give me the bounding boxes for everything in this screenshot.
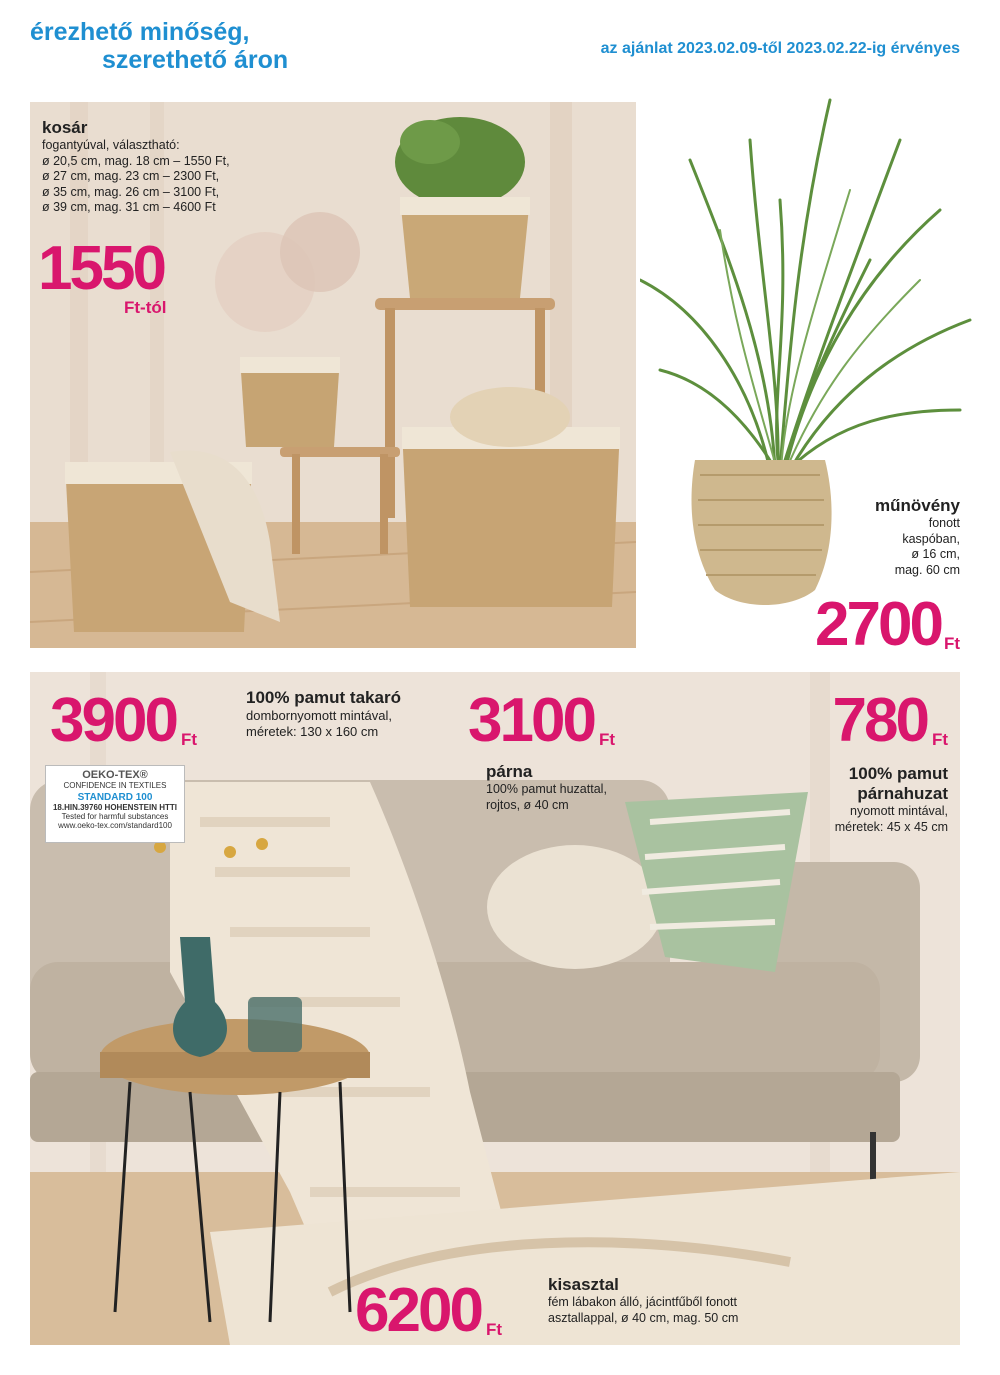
kisasztal-description [548,1295,738,1326]
parnahuzat-price-value: 780 [832,686,927,755]
parna-desc-line: rojtos, ø 40 cm [486,797,569,812]
offer-validity: az ajánlat 2023.02.09-től 2023.02.22-ig érvényes [600,40,960,57]
parnahuzat-title-line-2: párnahuzat [857,784,948,803]
oeko-standard: STANDARD 100 [77,792,153,803]
kosar-price [38,234,167,318]
kisasztal-price-value: 6200 [355,1276,481,1345]
kosar-desc-line: fogantyúval, választható: [42,138,180,152]
oeko-url: www.oeko-tex.com/standard100 [58,821,172,830]
kisasztal-price [355,1276,502,1345]
parna-currency: Ft [598,730,615,749]
kosar-price-suffix: Ft-tól [124,298,167,317]
munoveny-price [815,590,960,659]
takaro-price [50,686,197,755]
oeko-tested: Tested for harmful substances [61,812,169,821]
kosar-desc-line: ø 20,5 cm, mag. 18 cm – 1550 Ft, [42,153,230,168]
parna-title: párna [486,762,533,781]
takaro-currency: Ft [180,730,197,749]
munoveny-desc-line: ø 16 cm, [911,547,960,561]
oeko-tex-label [45,765,185,843]
takaro-desc-line: dombornyomott mintával, [246,708,392,723]
parna-desc-line: 100% pamut huzattal, [486,782,607,796]
kisasztal-desc-line: asztallappal, ø 40 cm, mag. 50 cm [548,1310,739,1325]
kisasztal-desc-line: fém lábakon álló, jácintfűből fonott [548,1295,738,1309]
munoveny-desc-line: fonott [928,516,960,530]
kosar-desc-line: ø 35 cm, mag. 26 cm – 3100 Ft, [42,184,220,199]
munoveny-description [875,516,960,578]
slogan-line-2: szerethető áron [102,46,289,74]
munoveny-currency: Ft [943,634,960,653]
kisasztal-currency: Ft [485,1320,502,1339]
parna-info [486,762,607,813]
parna-description [486,782,607,813]
parnahuzat-currency: Ft [931,730,948,749]
kisasztal-info [548,1275,738,1326]
parnahuzat-description [835,804,948,835]
parna-price-value: 3100 [468,686,594,755]
takaro-price-value: 3900 [50,686,176,755]
kosar-desc-line: ø 27 cm, mag. 23 cm – 2300 Ft, [42,169,220,183]
header-slogan [30,18,288,74]
parnahuzat-info [835,764,948,835]
oeko-cert: 18.HIN.39760 HOHENSTEIN HTTI [52,803,178,812]
kisasztal-title: kisasztal [548,1275,619,1294]
takaro-desc-line: méretek: 130 x 160 cm [246,723,379,739]
kosar-desc-line: ø 39 cm, mag. 31 cm – 4600 Ft [42,200,216,214]
munoveny-info [875,496,960,578]
takaro-description [246,708,401,739]
munoveny-price-value: 2700 [815,590,941,659]
parnahuzat-desc-line: nyomott mintával, [850,804,948,818]
takaro-title: 100% pamut takaró [246,688,401,707]
oeko-tagline: CONFIDENCE IN TEXTILES [63,781,167,790]
parna-price [468,686,615,755]
munoveny-desc-line: kaspóban, [902,531,960,546]
kosar-title: kosár [42,118,88,137]
slogan-line-1: érezhető minőség, [30,18,250,46]
munoveny-title: műnövény [874,496,960,515]
oeko-title: OEKO-TEX® [82,769,148,781]
kosar-info [42,118,230,216]
parnahuzat-desc-line: méretek: 45 x 45 cm [834,819,948,834]
kosar-description [42,138,230,216]
parnahuzat-price [832,686,949,755]
parnahuzat-title-line-1: 100% pamut [848,764,948,783]
kosar-price-value: 1550 [38,234,164,303]
munoveny-desc-line: mag. 60 cm [894,562,960,577]
takaro-info [246,688,401,739]
